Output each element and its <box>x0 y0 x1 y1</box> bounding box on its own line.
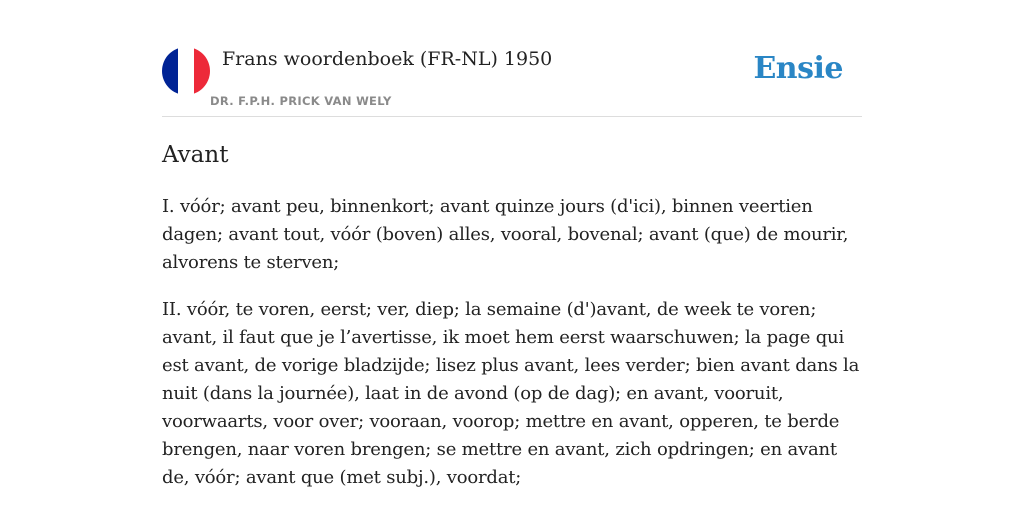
flag-stripe-blue <box>162 47 178 95</box>
flag-stripe-red <box>194 47 210 95</box>
dictionary-author: DR. F.P.H. PRICK VAN WELY <box>210 94 392 108</box>
entry-header <box>162 0 862 117</box>
dictionary-entry-card <box>162 0 862 512</box>
dictionary-title[interactable]: Frans woordenboek (FR-NL) 1950 <box>222 48 553 70</box>
flag-stripe-white <box>178 47 194 95</box>
definition-paragraph-2: II. vóór, te voren, eerst; ver, diep; la semaine (d')avant, de week te voren; avant, il faut que je l’avertisse, ik moet hem eerst waarschuwen; la page qui est avant, de vorige bladzijde; lisez plus avant, lees verder; bien avant dans la nuit (dans la journée), laat in de avond (op de dag); en avant, vooruit, voorwaarts, voor over; vooraan, voorop; mettre en avant, opperen, te berde brengen, naar voren brengen; se mettre en avant, zich opdringen; en avant de, vóór; avant que (met subj.), voordat; <box>162 299 860 488</box>
entry-definitions <box>162 193 862 511</box>
entry-headword: Avant <box>162 142 229 168</box>
definition-paragraph-1: I. vóór; avant peu, binnenkort; avant quinze jours (d'ici), binnen veertien dagen; avant tout, vóór (boven) alles, vooral, bovenal; avant (que) de mourir, alvorens te sterven; <box>162 196 849 273</box>
ensie-logo[interactable]: Ensie <box>753 51 843 86</box>
france-flag-icon <box>162 47 210 95</box>
